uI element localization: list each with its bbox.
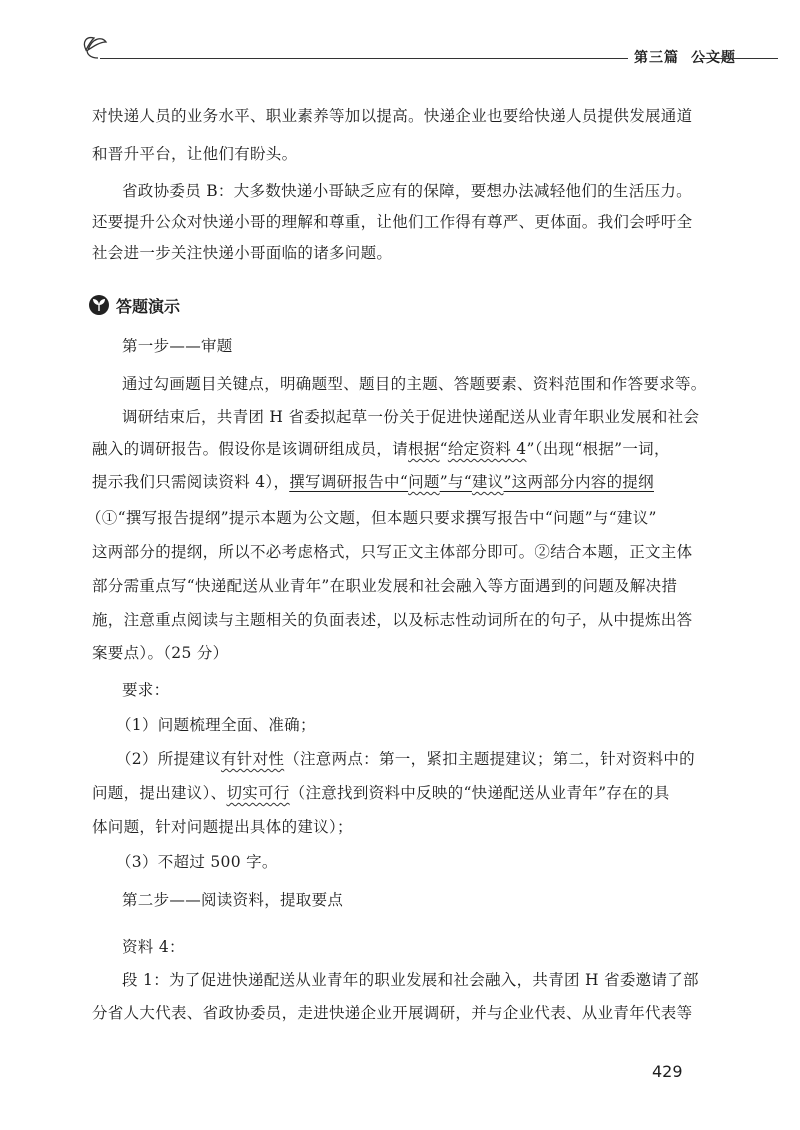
sprout-badge-icon (88, 294, 110, 316)
step1-line-1: 通过勾画题目关键点，明确题型、题目的主题、答题要素、资料范围和作答要求等。 (122, 375, 707, 393)
keyword-targeted: 有针对性 (220, 750, 285, 768)
header-section: 公文题 (691, 50, 736, 66)
requirement-3a: 问题，提出建议）、 (92, 784, 227, 802)
header-rule-left (100, 58, 628, 59)
keyword-problem: 问题 (408, 473, 440, 491)
requirement-3: （3）不超过 500 字。 (116, 853, 278, 871)
step1-line-7: 部分需重点写“快递配送从业青年”在职业发展和社会融入等方面遇到的问题及解决措 (92, 577, 678, 595)
step1-line-4 (92, 470, 654, 492)
intro-line-1: 对快递人员的业务水平、职业素养等加以提高。快递企业也要给快递人员提供发展通道 (92, 107, 693, 125)
section-title: 答题演示 (116, 297, 181, 316)
step1-title: 第一步——审题 (122, 337, 233, 355)
keyword-feasible: 切实可行 (226, 784, 290, 802)
requirement-2a: （2）所提建议 (116, 750, 221, 768)
requirements-label: 要求： (122, 681, 170, 699)
intro-line-3: 省政协委员 B：大多数快递小哥缺乏应有的保障，要想办法减轻他们的生活压力。 (122, 182, 692, 200)
requirement-3c: （注意找到资料中反映的“快递配送从业青年”存在的具 (289, 784, 670, 802)
step1-line-3c: “ (439, 440, 448, 458)
step1-line-6: 这两部分的提纲，所以不必考虑格式，只写正文主体部分即可。②结合本题，正文主体 (92, 543, 693, 561)
step1-line-4d: ”与“ (439, 473, 472, 491)
keyword-suggestion: 建议 (471, 473, 504, 491)
header-title (634, 47, 736, 67)
material-para1-line-1: 段 1：为了促进快递配送从业青年的职业发展和社会融入，共青团 H 省委邀请了部 (122, 971, 699, 989)
keyword-material-4: 给定资料 4 (447, 440, 527, 458)
step1-line-2: 调研结束后，共青团 H 省委拟起草一份关于促进快递配送从业青年职业发展和社会 (122, 408, 700, 426)
sprout-leaf-icon (78, 28, 112, 62)
requirement-2-end: 体问题，针对问题提出具体的建议）； (92, 818, 353, 836)
requirement-1: （1）问题梳理全面、准确； (116, 716, 316, 734)
material-para1-line-2: 分省人大代表、省政协委员，走进快递企业开展调研，并与企业代表、从业青年代表等 (92, 1004, 693, 1022)
step1-line-3a: 融入的调研报告。假设你是该调研组成员，请 (92, 440, 409, 458)
step1-line-8: 施，注意重点阅读与主题相关的负面表述，以及标志性动词所在的句子，从中提炼出答 (92, 611, 693, 629)
keyword-genju: 根据 (408, 440, 440, 458)
step1-line-3e: ”（出现“根据”一词， (526, 440, 670, 458)
step1-line-9: 案要点）。（25 分） (92, 644, 229, 662)
step1-line-5: （①“撰写报告提纲”提示本题为公文题，但本题只要求撰写报告中“问题”与“建议” (86, 509, 657, 527)
keyword-outline: ”这两部分内容的提纲 (503, 473, 654, 491)
page-number: 429 (652, 1062, 683, 1081)
step2-title: 第二步——阅读资料，提取要点 (122, 891, 344, 909)
step1-line-3 (92, 437, 670, 459)
intro-line-2: 和晋升平台，让他们有盼头。 (92, 145, 298, 163)
header-part: 第三篇 (634, 50, 679, 66)
material-label: 资料 4： (122, 938, 185, 956)
requirement-2 (116, 747, 695, 769)
header-rule-right (700, 58, 778, 59)
requirement-2c: （注意两点：第一，紧扣主题提建议；第二，针对资料中的 (284, 750, 695, 768)
step1-line-4a: 提示我们只需阅读资料 4）， (92, 473, 290, 491)
requirement-2-cont (92, 781, 670, 803)
keyword-write-report: 撰写调研报告中“ (289, 473, 409, 491)
page-header (78, 28, 778, 74)
intro-line-5: 社会进一步关注快递小哥面临的诸多问题。 (92, 244, 393, 262)
intro-line-4: 还要提升公众对快递小哥的理解和尊重，让他们工作得有尊严、更体面。我们会呼吁全 (92, 213, 693, 231)
